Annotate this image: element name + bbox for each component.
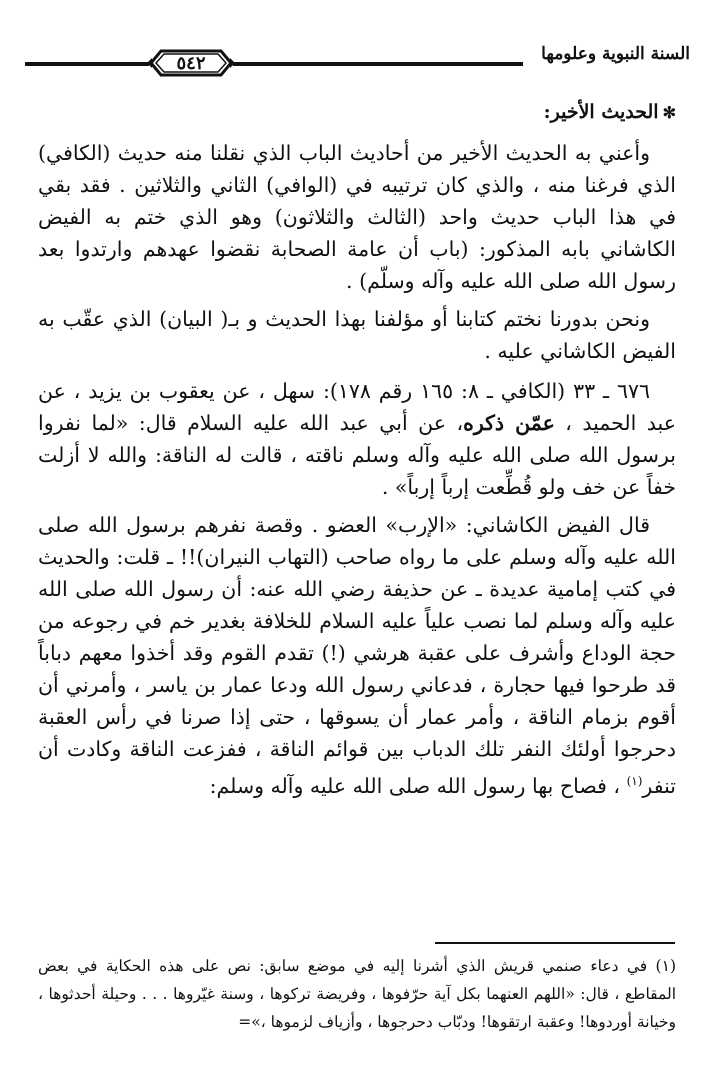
section-heading [38,96,676,129]
header-rule-left [25,62,149,66]
footnote-divider [435,942,675,944]
commentary-text-end: ، فصاح بها رسول الله صلى الله عليه وآله وسلم: [209,773,621,798]
header-rule-right [233,62,523,66]
hadith-narrator: عمّن ذكره [463,411,555,435]
hadith-text: ، عن أبي عبد الله عليه السلام قال: «لما نفروا برسول الله صلى الله عليه وآله وسلم ناقته ، قالت له الناقة: والله لا أزلت خفاً عن خف ولو قُطِّعت إرباً إرباً» . [38,411,676,499]
footnotes [38,952,676,1036]
footnote-1: (١) في دعاء صنمي قريش الذي أشرنا إليه في موضع سابق: نص على هذه الحكاية في بعض المقاطع ، قال: «اللهم العنهما بكل آية حرّفوها ، وفريضة تركوها ، وسنة غيّروها . . . وحيلة أحدثوها ، وخيانة أوردوها! وعقبة ارتقوها! ودبّاب دحرجوها ، وأزياف لزموها ،»= [38,957,676,1031]
running-title: السنة النبوية وعلومها [541,44,690,64]
paragraph-1: وأعني به الحديث الأخير من أحاديث الباب الذي نقلنا منه حديث (الكافي) الذي فرغنا منه ، والذي كان ترتيبه في (الوافي) الثاني والثلاثين . فقد بقي في هذا الباب حديث واحد (الثالث والثلاثون) وهو الذي ختم به الفيض الكاشاني بابه المذكور: (باب أن عامة الصحابة نقضوا عهدهم وارتدوا بعد رسول الله صلى الله عليه وآله وسلّم) . [38,141,676,293]
page-number: ٥٤٢ [176,52,206,74]
commentary-paragraph [38,509,676,802]
footnote-ref[interactable]: (١) [626,774,643,788]
main-text [38,96,676,808]
hadith-isnad-start: ٦٧٦ ـ ٣٣ (الكافي ـ ٨: ١٦٥ رقم ١٧٨): سهل ، عن يعقوب بن يزيد ، عن عبد الحميد ، [38,379,676,435]
section-title: الحديث الأخير: [543,101,659,123]
paragraph-2: ونحن بدورنا نختم كتابنا أو مؤلفنا بهذا الحديث و بـ( البيان) الذي عقّب به الفيض الكاشاني عليه . [38,307,676,363]
page-header [25,38,690,88]
page-number-ornament [147,42,235,84]
hadith-paragraph [38,375,676,503]
star-bullet-icon: ✻ [662,103,676,122]
commentary-text: قال الفيض الكاشاني: «الإرب» العضو . وقصة نفرهم برسول الله صلى الله عليه وآله وسلم على ما رواه صاحب (التهاب النيران)!! ـ قلت: والحديث في كتب إمامية عديدة ـ عن حذيفة رضي الله عنه: أن رسول الله صلى الله عليه وآله وسلم لما نصب علياً عليه السلام للخلافة بغدير خم في رجوعه من حجة الوداع وأشرف على عقبة هرشي (!) تقدم القوم وقد أخذوا معهم دباباً قد طرحوا فيها حجارة ، فدعاني رسول الله ودعا عمار بن ياسر ، وأمرني أن أقوم بزمام الناقة ، وأمر عمار أن يسوقها ، حتى إذا صرنا في رأس العقبة دحرجوا أولئك النفر تلك الدباب بين قوائم الناقة ، ففزعت الناقة وكادت أن تنفر [38,513,676,798]
